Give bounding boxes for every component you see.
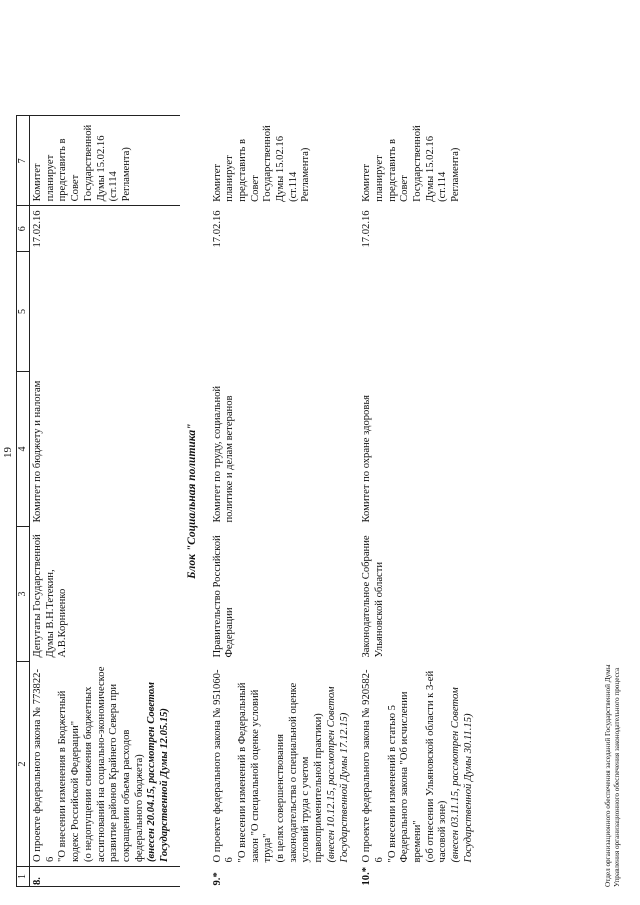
column-number: 5 <box>17 252 30 372</box>
responsible-committee: Комитет по бюджету и налогам <box>32 380 43 523</box>
bill-description <box>30 662 180 867</box>
block-heading-row <box>180 116 210 887</box>
row-number: 8. <box>30 867 180 887</box>
col5-cell <box>210 252 360 372</box>
bill-description <box>210 662 360 867</box>
column-numbers-row <box>17 116 30 887</box>
table-row <box>30 116 180 887</box>
page-number: 19 <box>2 447 14 458</box>
column-number: 7 <box>17 116 30 206</box>
bill-submitted: (внесен 10.12.15, рассмотрен Советом Государственной Думы 17.12.15) <box>325 686 350 863</box>
plan: Комитет планирует представить в Совет Государственной Думы 15.02.16 (ст.114 Регламента) <box>361 125 462 202</box>
initiator: Законодательное Собрание Ульяновской области <box>361 535 385 658</box>
bill-description <box>359 662 483 867</box>
bill-note: (об отнесении Ульяновской области к 3-ей часовой зоне) <box>424 670 449 863</box>
bill-number: О проекте федерального закона № 773822-6 <box>32 669 56 862</box>
bill-title: "О внесении изменения в Бюджетный кодекс Российской Федерации" <box>57 690 82 862</box>
bill-submitted: (внесен 20.04.15, рассмотрен Советом Государственной Думы 12.05.15) <box>146 681 171 862</box>
date: 17.02.16 <box>361 210 373 248</box>
col5-cell <box>359 252 483 372</box>
plan: Комитет планирует представить в Совет Государственной Думы 15.02.16 (ст.114 Регламента) <box>30 116 180 206</box>
initiator: Правительство Российской Федерации <box>211 535 236 658</box>
bill-number: О проекте федерального закона № 920582-6 <box>361 669 385 863</box>
footer-line: Управления организационного обеспечения законодательного процесса <box>613 667 621 887</box>
plan: Комитет планирует представить в Совет Государственной Думы 15.02.16 (ст.114 Регламента) <box>211 125 312 202</box>
table-row <box>359 116 483 887</box>
row-number: 9.* <box>211 872 223 886</box>
table-row <box>210 116 360 887</box>
bill-title: "О внесении изменений в Федеральный закон "О специальной оценке условий труда" <box>236 682 274 863</box>
footer-line: Отдел организационного обеспечения заседаний Государственной Думы <box>604 664 612 887</box>
bill-submitted: (внесен 03.11.15, рассмотрен Советом Государственной Думы 30.11.15) <box>450 687 474 863</box>
row-number: 10.* <box>361 866 373 886</box>
date: 17.02.16 <box>32 210 43 248</box>
column-number: 3 <box>17 527 30 662</box>
responsible-committee: Комитет по труду, социальной политике и делам ветеранов <box>211 385 236 523</box>
responsible-committee: Комитет по охране здоровья <box>361 394 373 523</box>
date: 17.02.16 <box>211 210 223 248</box>
column-number: 2 <box>17 662 30 867</box>
footer <box>604 664 622 887</box>
bills-table <box>16 115 484 887</box>
bill-note: (о недопущении снижения бюджетных ассигнований на социально-экономическое развитие районов Крайнего Севера при сокращении объема расходов федерального бюджета) <box>82 666 145 862</box>
block-title: Блок "Социальная политика" <box>185 423 198 579</box>
column-number: 6 <box>17 206 30 252</box>
initiator: Депутаты Государственной Думы В.Н.Тетекин, А.В.Корниенко <box>32 534 69 658</box>
column-number: 4 <box>17 372 30 527</box>
bill-number: О проекте федерального закона № 951060-6 <box>211 669 236 863</box>
bill-title: "О внесении изменений в статью 5 Федерального закона "Об исчислении времени" <box>386 691 424 863</box>
bill-note: (в целях совершенствования законодательства о специальной оценке условий труда с учетом правоприменительной практики) <box>275 682 325 863</box>
col5-cell <box>30 252 180 372</box>
column-number: 1 <box>17 867 30 887</box>
